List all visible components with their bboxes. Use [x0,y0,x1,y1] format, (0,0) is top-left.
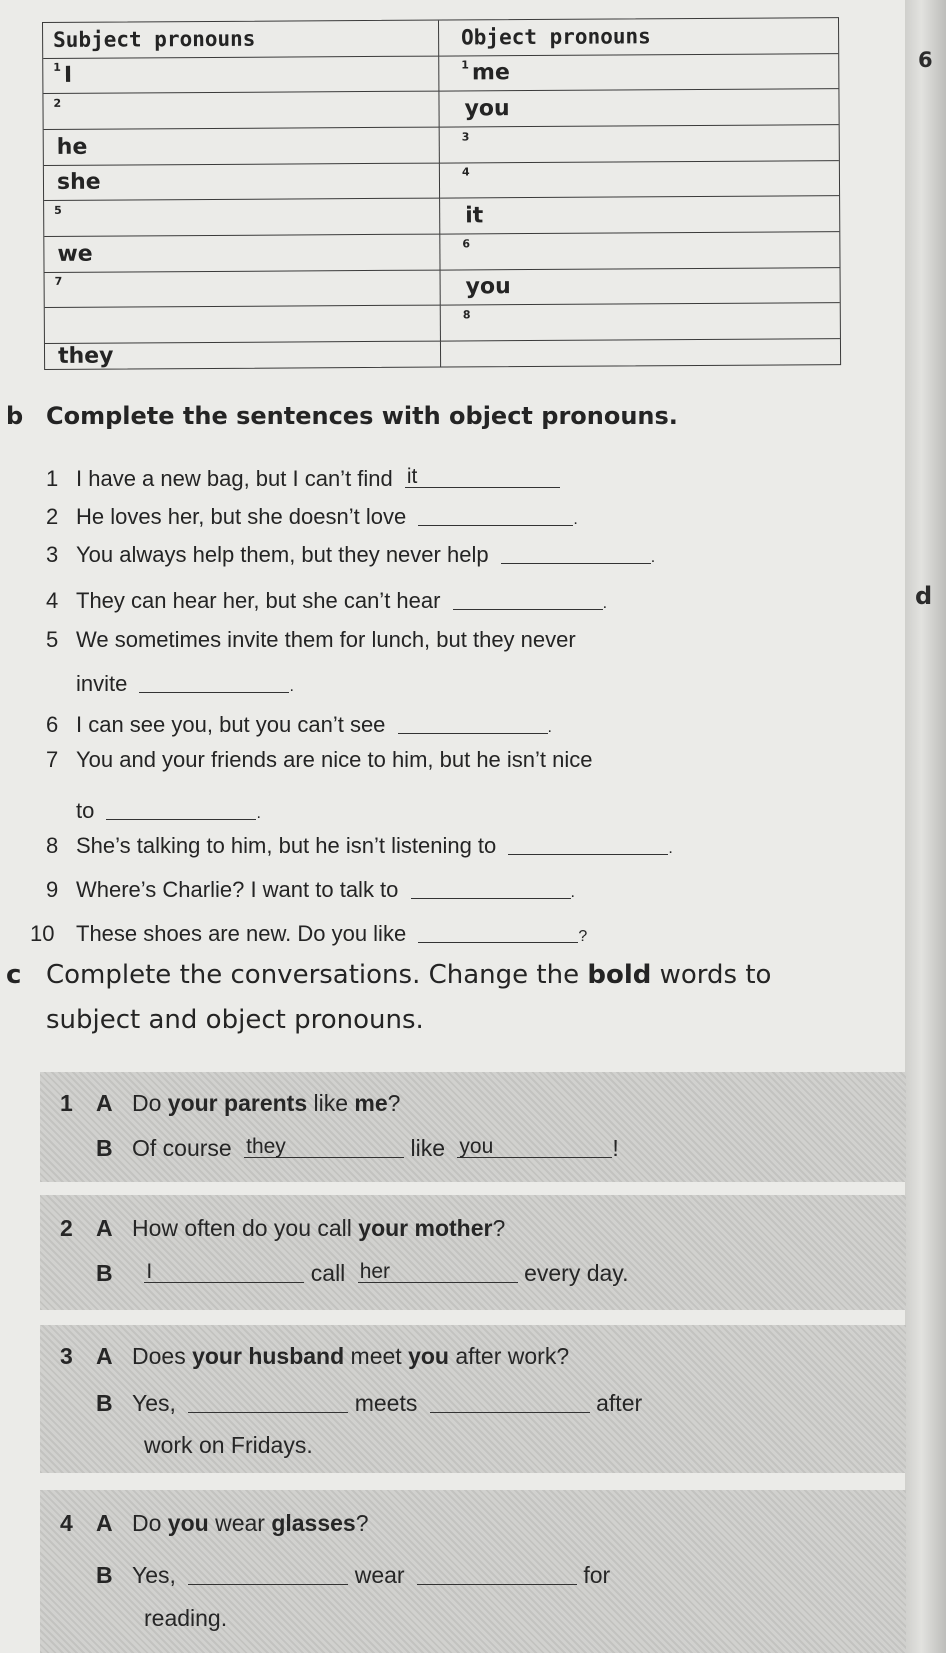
sentence-3: 3 You always help them, but they never help . [46,542,656,567]
conversation-1-a: 1 A Do your parents like me? [60,1090,401,1116]
table-cell-subject: 2 [43,92,439,130]
table-cell-object: 3 [440,125,839,163]
page-edge [905,0,946,1653]
conversation-box-2 [40,1195,906,1310]
conversation-4-a: 4 A Do you wear glasses? [60,1510,369,1536]
table-cell-object: it [440,196,839,234]
table-cell-object: 8 [441,303,840,341]
exercise-c-title-line2: subject and object pronouns. [46,1005,424,1035]
sentence-4: 4 They can hear her, but she can’t hear . [46,588,608,613]
exercise-c-title: c Complete the conversations. Change the bold words to [6,960,772,990]
table-cell-object: 1 me [439,54,838,92]
table-cell-subject: he [44,128,440,166]
pronoun-table [42,17,841,370]
table-cell-object [441,339,840,366]
table-cell-object: you [439,89,838,127]
table-cell-subject: she [44,163,440,201]
table-cell-object: you [441,268,840,306]
table-cell-subject [45,306,441,344]
conversation-4-b: B Yes, wear for [96,1562,611,1588]
sentence-5: 5 We sometimes invite them for lunch, but they never [46,627,576,652]
conversation-3-a: 3 A Does your husband meet you after work? [60,1343,570,1369]
conversation-box-1 [40,1072,906,1182]
table-cell-object: 6 [440,232,839,270]
exercise-b-title: b Complete the sentences with object pronouns. [6,402,678,430]
table-cell-subject: 7 [45,270,441,308]
table-cell-subject: they [45,342,441,369]
sentence-7-continued: to . [76,798,261,823]
table-cell-subject: 1 I [43,56,439,94]
conversation-2-a: 2 A How often do you call your mother? [60,1215,506,1241]
conversation-4-b-continued: reading. [144,1605,228,1631]
sentence-6: 6 I can see you, but you can’t see . [46,712,552,737]
table-header-subject: Subject pronouns [43,21,439,59]
conversation-1-b: B Of course they like you ! [96,1135,619,1161]
sentence-7: 7 You and your friends are nice to him, but he isn’t nice [46,747,593,772]
conversation-3-b: B Yes, meets after [96,1390,643,1416]
table-header-object: Object pronouns [439,18,838,56]
table-cell-subject: we [44,235,440,273]
conversation-2-b: B I call her every day. [96,1260,629,1286]
sentence-10: 10 These shoes are new. Do you like ? [30,921,588,946]
table-cell-object: 4 [440,161,839,199]
sentence-5-continued: invite . [76,671,294,696]
table-cell-subject: 5 [44,199,440,237]
margin-letter: d [915,582,933,610]
sentence-8: 8 She’s talking to him, but he isn’t listening to . [46,833,673,858]
conversation-3-b-continued: work on Fridays. [144,1432,313,1458]
sentence-9: 9 Where’s Charlie? I want to talk to . [46,877,575,902]
margin-number: 6 [918,48,933,72]
sentence-1: 1 I have a new bag, but I can’t find it [46,463,560,492]
sentence-2: 2 He loves her, but she doesn’t love . [46,504,578,529]
